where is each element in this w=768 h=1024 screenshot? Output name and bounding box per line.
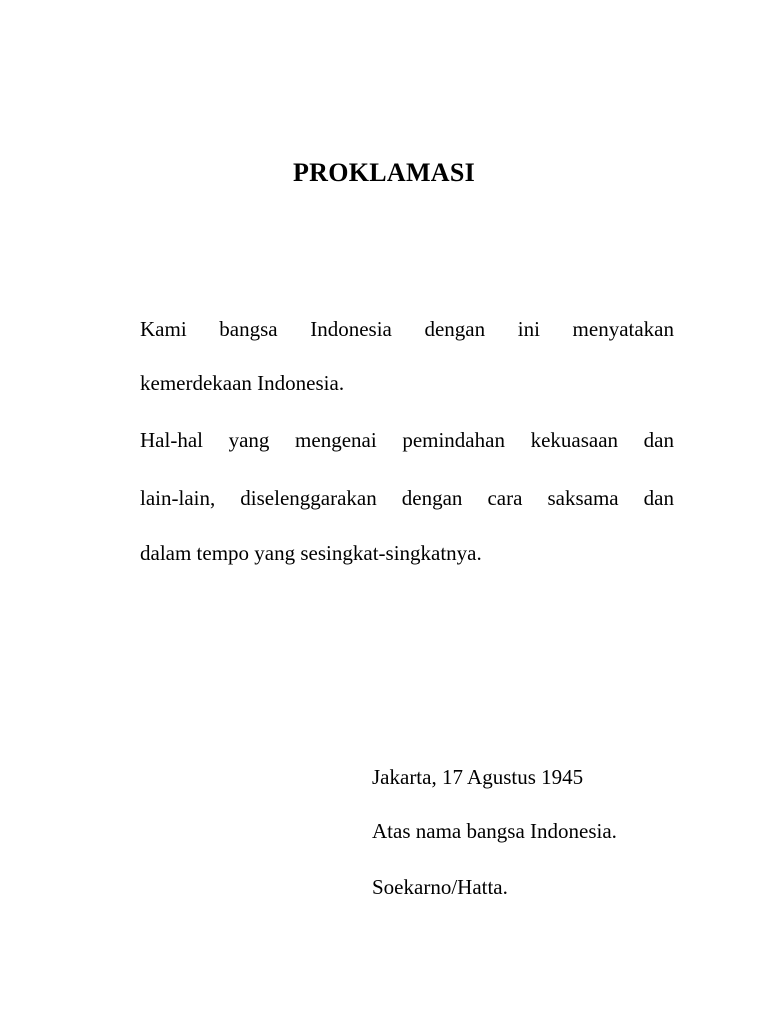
body-line-2: kemerdekaan Indonesia.	[140, 371, 345, 395]
on-behalf-line: Atas nama bangsa Indonesia.	[372, 819, 617, 843]
place-date: Jakarta, 17 Agustus 1945	[372, 765, 584, 789]
signatories: Soekarno/Hatta.	[372, 875, 508, 899]
body-line-4: lain-lain, diselenggarakan dengan cara saksama dan	[140, 486, 674, 510]
body-line-5: dalam tempo yang sesingkat-singkatnya.	[140, 541, 482, 565]
body-line-1: Kami bangsa Indonesia dengan ini menyatakan	[140, 317, 674, 341]
body-line-3: Hal-hal yang mengenai pemindahan kekuasaan dan	[140, 428, 674, 452]
document-title: PROKLAMASI	[292, 158, 476, 187]
